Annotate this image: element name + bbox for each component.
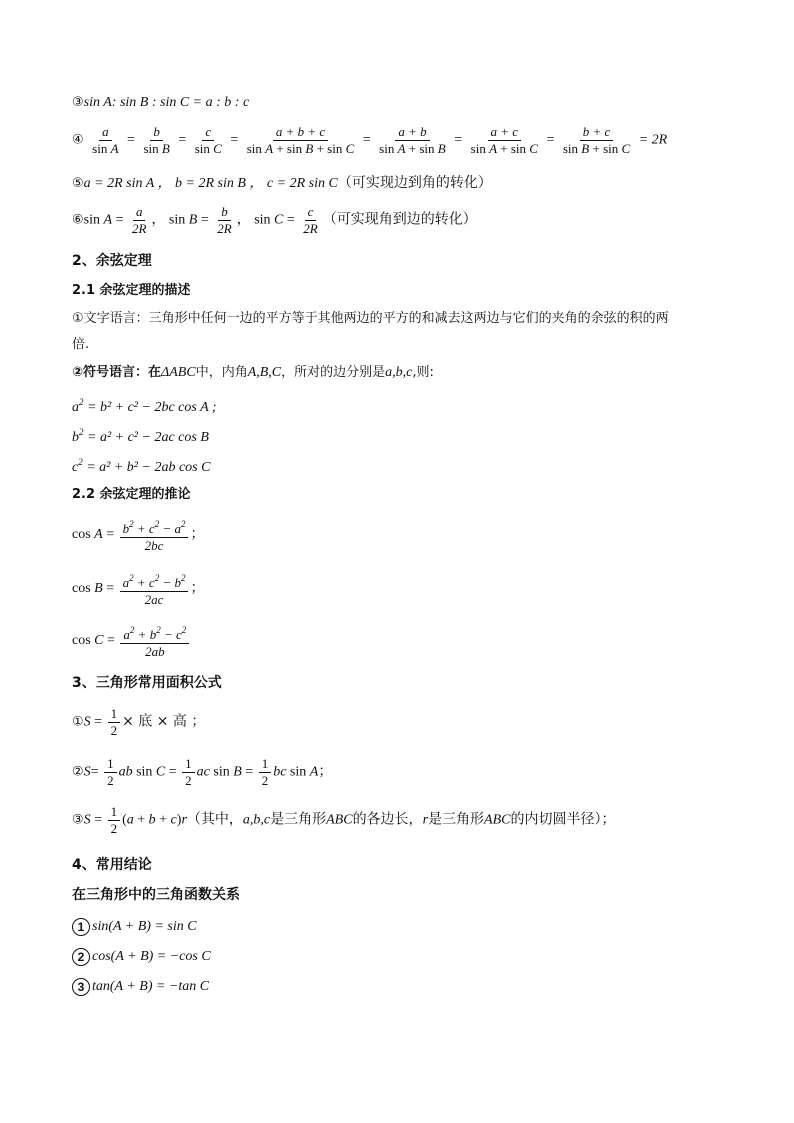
formula: sin A: sin B : sin C = a : b : c (83, 95, 250, 110)
cos-b-formula: cos B = $\frac{a^2 + c^2 - b^2}{2ac}$ ； (72, 570, 204, 608)
section-heading-conclusions: 4、常用结论 (72, 857, 152, 873)
area-formula-1: ①S = $\frac{1}{2}$ × 底 × 高 ； (72, 706, 206, 738)
section-heading-area: 3、三角形常用面积公式 (72, 675, 222, 691)
note: （可实现角到边的转化） (322, 211, 477, 228)
text-language-line2: 倍. (72, 337, 90, 352)
fraction: $\frac{a + b}{\text{sin A + sin B}}$ (379, 124, 446, 156)
equals-2r: = 2R (638, 132, 668, 148)
fraction: $\frac{a^2 + c^2 - b^2}{2ac}$ (120, 570, 189, 608)
cosine-eq-b: $b^2 = a^2 + c^2 - 2ac$ cos B (72, 427, 209, 445)
circled-number: 3 (72, 978, 90, 996)
fraction: $\frac{a}{2R}$ (131, 204, 147, 236)
sine-law-item-6: ⑥sin A = $\frac{a}{2R}$ ， sin B = $\frac{b}{2R}$ ， sin C = $\frac{c}{2R}$ （可实现角到边的转化） (72, 204, 477, 236)
item-mark: ⑤ (72, 176, 84, 191)
fraction: $\frac{b^2 + c^2 - a^2}{2bc}$ (120, 516, 189, 554)
item-mark: ④ (72, 132, 84, 148)
fraction: $\frac{a + b + c}{\text{sin A + sin B + sin C}}$ (246, 124, 355, 156)
relation-item-1: 1 sin(A + B) = sin C (72, 918, 197, 936)
note: （可实现边到角的转化） (337, 175, 492, 191)
symbol-language: ②符号语言：在ΔABC中，内角A,B,C，所对的边分别是a,b,c,则: (72, 365, 434, 380)
fraction: $\frac{a^2 + b^2 - c^2}{2ab}$ (120, 622, 189, 660)
relation-item-3: 3 tan(A + B) = −tan C (72, 978, 209, 996)
fraction: $\frac{b}{2R}$ (217, 204, 232, 236)
formula: a = 2R sin A ， b = 2R sin B ， c = 2R sin C (83, 176, 338, 191)
fraction: $\frac{1}{2}$ (108, 804, 121, 837)
cosine-eq-a: $a^2 = b^2 + c^2 - 2bc$ cos A ; (72, 397, 217, 415)
item-mark: ⑥ (72, 212, 84, 228)
text-language-line1: ①文字语言：三角形中任何一边的平方等于其他两边的平方的和减去这两边与它们的夹角的余弦的积的两 (72, 311, 669, 326)
circled-number: 1 (72, 918, 90, 936)
item-mark: ③ (72, 95, 84, 110)
section-heading-cosine: 2、余弦定理 (72, 253, 152, 269)
cos-a-formula: cos A = $\frac{b^2 + c^2 - a^2}{2bc}$ ； (72, 516, 204, 554)
circled-number: 2 (72, 948, 90, 966)
subheading-trig-relations: 在三角形中的三角函数关系 (72, 887, 240, 903)
fraction: $\frac{1}{2}$ (104, 756, 117, 789)
fraction: $\frac{a + c}{\text{sin A + sin C}}$ (470, 124, 538, 156)
fraction: $\frac{1}{2}$ (108, 706, 121, 739)
sine-law-item-3 (72, 96, 249, 110)
fraction: $\frac{c}{\text{sin C}}$ (194, 124, 222, 156)
area-formula-3: ③S = $\frac{1}{2}$ (a + b + c)r（其中，a,b,c是三角形ABC的各边长，r是三角形ABC的内切圆半径）； (72, 804, 616, 836)
cos-c-formula: cos C = $\frac{a^2 + b^2 - c^2}{2ab}$ (72, 622, 191, 660)
fraction: $\frac{1}{2}$ (182, 756, 195, 789)
sine-law-item-4: ④ $\frac{a}{\text{sin A}}$ = $\frac{b}{\text{sin B}}$ = $\frac{c}{\text{sin C}}$ = $\frac{a + b + c}{\text{sin A + sin B + sin C}}$ = $\frac{a + b}{\text{sin A + sin B}}$ = $\frac{a + c}{\text{sin A + sin C}}$ = $\frac{b + c}{\text{sin B + sin C}}$ = 2R (72, 124, 668, 156)
relation-item-2: 2 cos(A + B) = −cos C (72, 948, 211, 966)
fraction: $\frac{c}{2R}$ (303, 204, 318, 236)
subheading-cosine-description: 2.1 余弦定理的描述 (72, 283, 191, 298)
cosine-eq-c: $c^2 = a^2 + b^2 - 2ab$ cos C (72, 457, 211, 475)
fraction: $\frac{b}{\text{sin B}}$ (143, 124, 170, 156)
subheading-cosine-corollary: 2.2 余弦定理的推论 (72, 487, 191, 502)
fraction: $\frac{a}{\text{sin A}}$ (92, 124, 119, 156)
fraction: $\frac{b + c}{\text{sin B + sin C}}$ (562, 124, 631, 156)
fraction: $\frac{1}{2}$ (259, 756, 272, 789)
sine-law-item-5 (72, 176, 492, 191)
area-formula-2: ②S= $\frac{1}{2}$ ab sin C = $\frac{1}{2}$ ac sin B = $\frac{1}{2}$ bc sin A； (72, 756, 333, 788)
